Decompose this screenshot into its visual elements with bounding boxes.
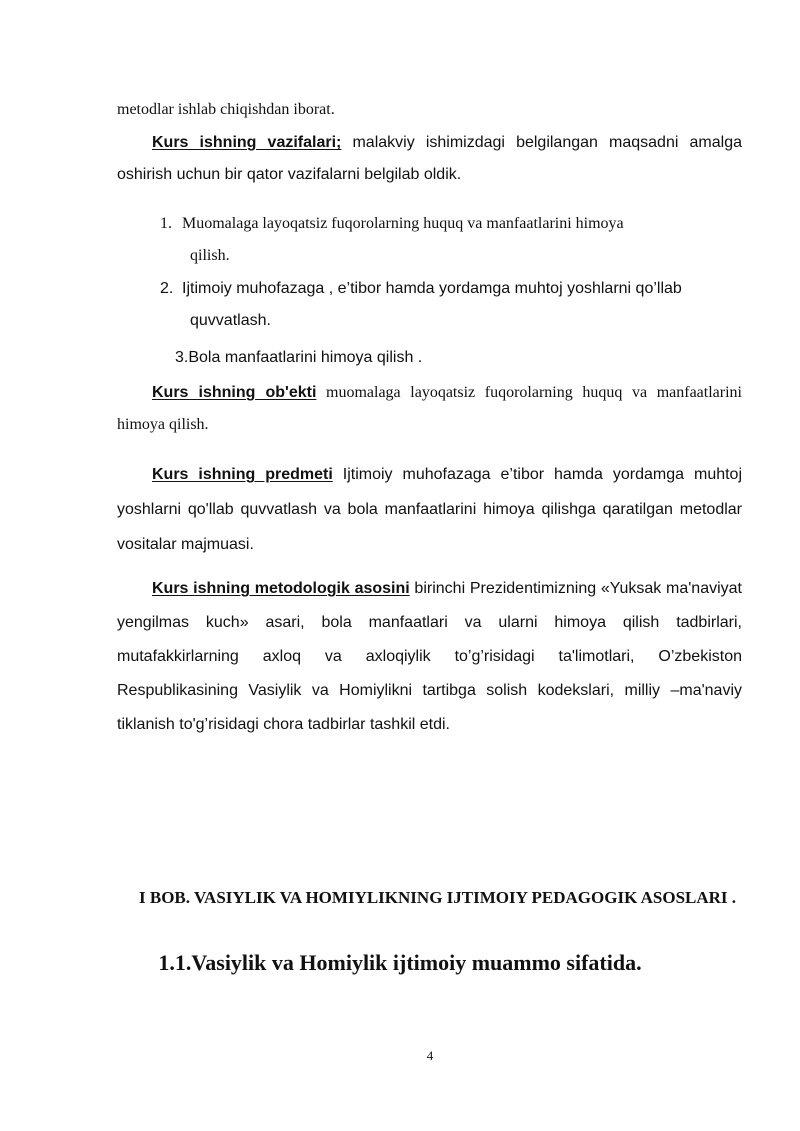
list-number: 3. — [175, 349, 189, 366]
paragraph-text: metodlar ishlab chiqishdan iborat. — [117, 101, 335, 118]
paragraph-tasks — [117, 127, 742, 191]
list-number: 1. — [160, 215, 172, 232]
subject-label: Kurs ishning predmeti — [152, 466, 333, 483]
tasks-text: malakviy ishimizdagi belgilangan maqsadni amalga oshirish uchun bir qator vazifalarni belgilab oldik. — [117, 134, 742, 183]
object-label: Kurs ishning ob'ekti — [152, 384, 317, 401]
paragraph-object — [117, 377, 742, 441]
list-text: Ijtimoiy muhofazaga , e’tibor hamda yordamga muhtoj yoshlarni qo’llab — [182, 280, 682, 297]
list-number: 2. — [160, 280, 174, 297]
subject-text: Ijtimoiy muhofazaga e’tibor hamda yordamga muhtoj yoshlarni qo'llab quvvatlash va bola manfaatlarini himoya qilishga qaratilgan metodlar vositalar majmuasi. — [117, 466, 743, 553]
section-heading: 1.1.Vasiylik va Homiylik ijtimoiy muammo sifatida. — [158, 950, 642, 975]
list-item-2 — [160, 273, 742, 337]
list-text: Muomalaga layoqatsiz fuqorolarning huquq va manfaatlarini himoya — [182, 215, 624, 232]
page-number: 4 — [426, 1048, 434, 1063]
list-item-3 — [175, 342, 742, 374]
paragraph-intro — [117, 94, 742, 126]
list-text: Bola manfaatlarini himoya qilish . — [188, 349, 423, 366]
object-text: muomalaga layoqatsiz fuqorolarning huquq va manfaatlarini himoya qilish. — [117, 384, 742, 433]
chapter-heading: I BOB. VASIYLIK VA HOMIYLIKNING IJTIMOIY PEDAGOGIK ASOSLARI . — [139, 888, 737, 907]
list-item-1 — [160, 208, 742, 272]
methodology-label: Kurs ishning metodologik asosini — [152, 580, 410, 597]
paragraph-subject — [117, 457, 742, 562]
tasks-label: Kurs ishning vazifalari; — [152, 134, 342, 151]
methodology-text: birinchi Prezidentimizning «Yuksak ma'naviyat yengilmas kuch» asari, bola manfaatlari va ularni himoya qilish tadbirlari, mutafakkirlarning axloq va axloqiylik to’g’risidagi ta'limotlari, O’zbekiston Respublikasining Vasiylik va Homiylikni tartibga solish kodekslari, milliy –ma'naviy tiklanish to'g’risidagi chora tadbirlar tashkil etdi. — [117, 580, 742, 733]
list-continuation: qilish. — [190, 247, 230, 264]
list-continuation: quvvatlash. — [190, 312, 271, 329]
paragraph-methodology — [117, 572, 742, 742]
